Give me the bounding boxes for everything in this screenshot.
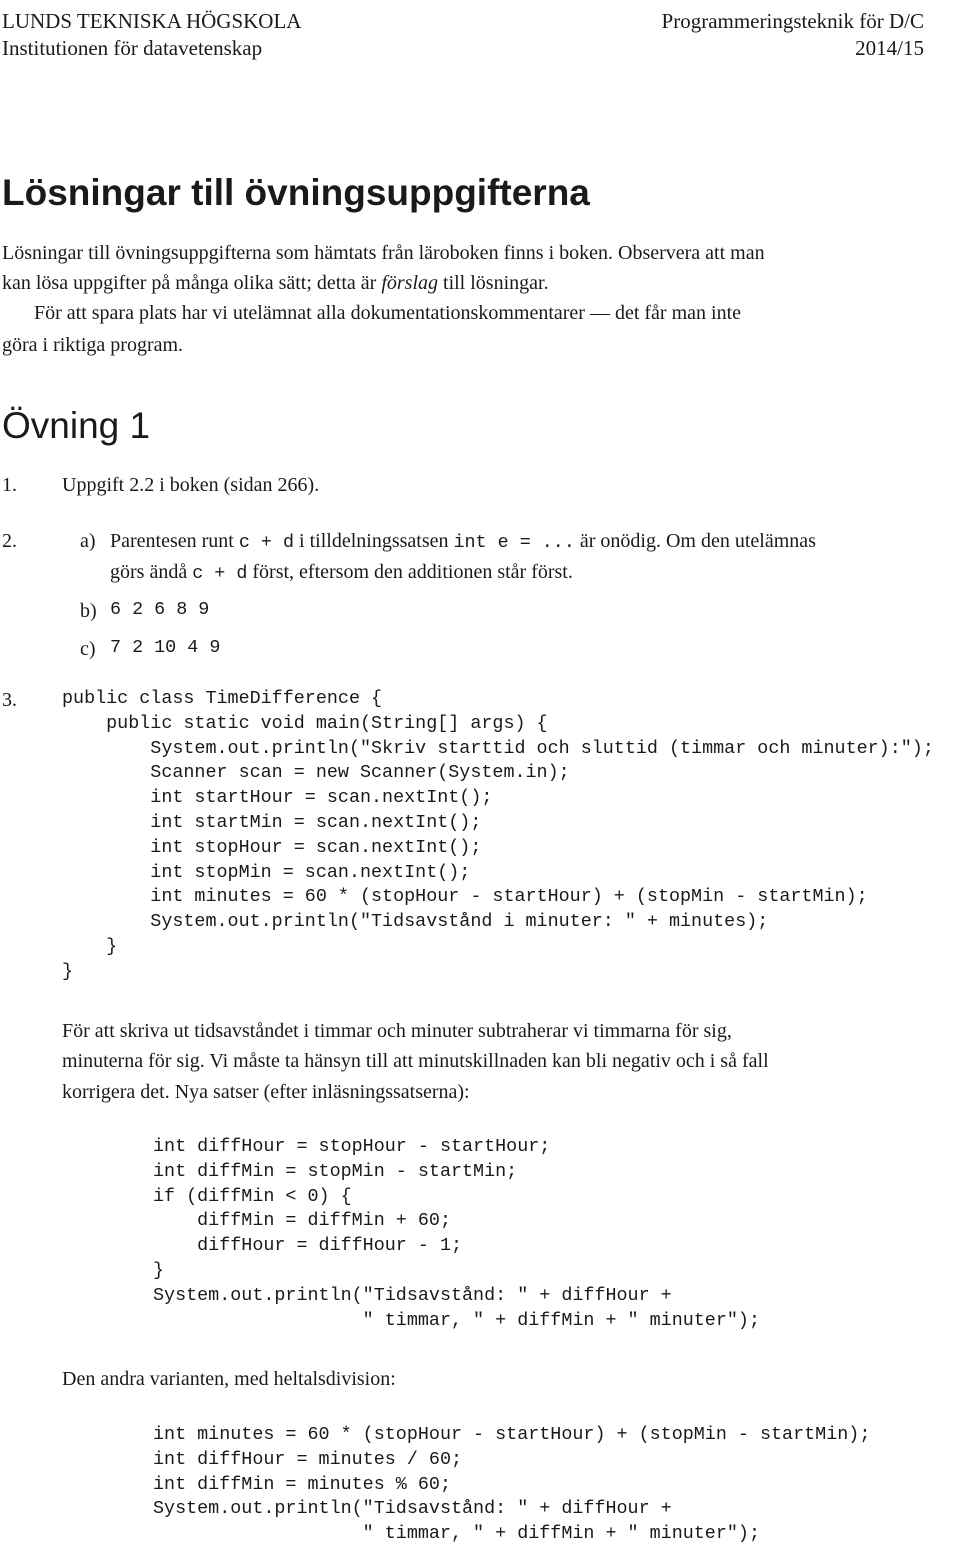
item-2a-line-2: görs ändå c + d först, eftersom den additionen står först. [110,561,573,584]
header-department: Institutionen för datavetenskap [2,36,263,60]
code-line: System.out.println("Tidsavstånd: " + diffHour + [153,1284,672,1306]
item-3-number: 3. [2,689,17,711]
code-line: diffMin = diffMin + 60; [153,1210,451,1232]
code-line: int diffMin = stopMin - startMin; [153,1160,518,1182]
item-2a-label: a) [80,530,96,552]
item-2b-code: 6 2 6 8 9 [110,599,210,620]
code-line: int diffHour = stopHour - startHour; [153,1136,551,1157]
code-block-third [153,1423,870,1547]
code-line: } [62,935,118,957]
code-line: } [153,1259,165,1281]
intro-line-1: Lösningar till övningsuppgifterna som hämtats från läroboken finns i boken. Observera att man [2,242,765,264]
code-inline: c + d [192,563,248,584]
item-1-text: Uppgift 2.2 i boken (sidan 266). [62,474,320,496]
explain-line-2: minuterna för sig. Vi måste ta hänsyn till att minutskillnaden kan bli negativ och i så fall [62,1050,769,1072]
code-line: int stopMin = scan.nextInt(); [62,861,471,883]
code-line: public class TimeDifference { [62,688,383,709]
code-line: Scanner scan = new Scanner(System.in); [62,762,570,784]
code-line: System.out.println("Tidsavstånd: " + diffHour + [153,1498,672,1520]
header-university: LUNDS TEKNISKA HÖGSKOLA [2,9,302,33]
header-course: Programmeringsteknik för D/C [661,9,924,33]
header-year: 2014/15 [855,36,924,60]
item-2c-code: 7 2 10 4 9 [110,637,221,658]
code-block-main [62,687,934,985]
code-line: System.out.println("Tidsavstånd i minuter: " + minutes); [62,911,769,933]
code-line: if (diffMin < 0) { [153,1185,352,1207]
code-line: int diffMin = minutes % 60; [153,1473,451,1495]
code-line: int startHour = scan.nextInt(); [62,787,493,809]
item-2a-line-1: Parentesen runt c + d i tilldelningssatsen int e = ... är onödig. Om den utelämnas [110,530,816,553]
item-2c-label: c) [80,638,96,660]
code-block-second [153,1135,760,1333]
item-2b-label: b) [80,600,97,622]
page-title: Lösningar till övningsuppgifterna [2,172,590,213]
section-heading: Övning 1 [2,405,151,446]
intro-line-3: För att spara plats har vi utelämnat alla dokumentationskommentarer — det får man inte [34,302,742,324]
code-inline: int e = ... [453,532,575,553]
code-line: int minutes = 60 * (stopHour - startHour) + (stopMin - startMin); [62,886,868,908]
item-1-number: 1. [2,474,17,496]
code-line: int stopHour = scan.nextInt(); [62,836,482,858]
code-inline: c + d [238,532,295,553]
variant-text: Den andra varianten, med heltalsdivision: [62,1368,396,1390]
intro-line-4: göra i riktiga program. [2,334,184,356]
explain-line-1: För att skriva ut tidsavståndet i timmar och minuter subtraherar vi timmarna för sig, [62,1020,732,1042]
intro-line-2: kan lösa uppgifter på många olika sätt; detta är förslag till lösningar. [2,272,549,294]
code-line: int diffHour = minutes / 60; [153,1448,463,1470]
code-line: } [62,960,74,982]
code-line: int startMin = scan.nextInt(); [62,811,482,833]
emphasis-forslag: förslag [381,272,439,294]
code-line: int minutes = 60 * (stopHour - startHour) + (stopMin - startMin); [153,1424,871,1445]
code-line: diffHour = diffHour - 1; [153,1235,463,1257]
explain-line-3: korrigera det. Nya satser (efter inläsningssatserna): [62,1081,470,1103]
code-line: public static void main(String[] args) { [62,712,548,734]
code-line: " timmar, " + diffMin + " minuter"); [153,1523,760,1545]
code-line: " timmar, " + diffMin + " minuter"); [153,1309,760,1331]
code-line: System.out.println("Skriv starttid och sluttid (timmar och minuter):"); [62,737,934,759]
item-2-number: 2. [2,530,17,552]
